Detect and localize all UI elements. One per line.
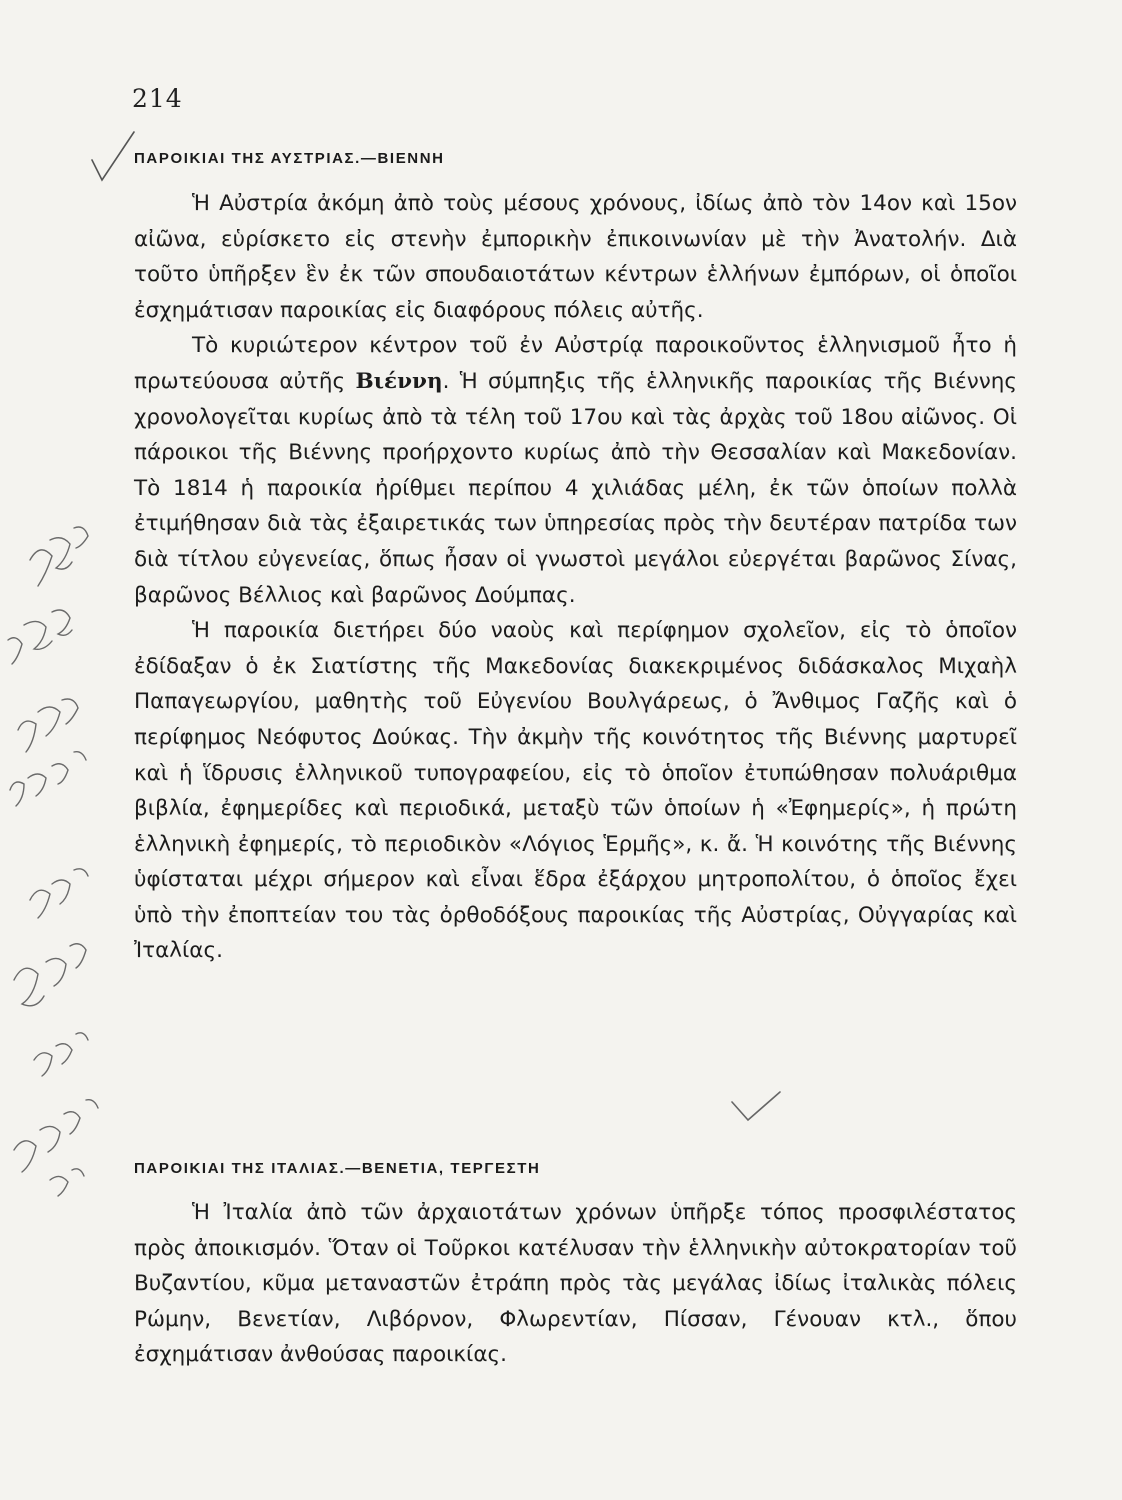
paragraph-text: Ἡ Αὐστρία ἀκόμη ἀπὸ τοὺς μέσους χρόνους, ἰδίως ἀπὸ τὸν 14ον καὶ 15ον αἰῶνα, εὑρίσκετο εἰς στενὴν ἐμπορικὴν ἐπικοινωνίαν μὲ τὴν Ἀνατολήν. Διὰ τοῦτο ὑπῆρξεν ἓν ἐκ τῶν σπουδαιοτάτων κέντρων ἑλλήνων ἐμπόρων, οἱ ὁποῖοι ἐσχημάτισαν παροικίας εἰς διαφόρους πόλεις αὐτῆς.: [134, 191, 1017, 323]
handwritten-check-mark-icon: [728, 1088, 784, 1128]
paragraph-text: Ἡ Ἰταλία ἀπὸ τῶν ἀρχαιοτάτων χρόνων ὑπῆρξε τόπος προσφιλέστατος πρὸς ἀποικισμόν. Ὅταν οἱ Τοῦρκοι κατέλυσαν τὴν ἑλληνικὴν αὐτοκρατορίαν τοῦ Βυζαντίου, κῦμα μεταναστῶν ἐτράπη πρὸς τὰς μεγάλας ἰδίως ἰταλικὰς πόλεις Ρώμην, Βενετίαν, Λιβόρνον, Φλωρεντίαν, Πίσσαν, Γένουαν κτλ., ὅπου ἐσχημάτισαν ἀνθούσας παροικίας.: [134, 1200, 1017, 1368]
page-number: 214: [132, 84, 183, 113]
paragraph: [134, 613, 1017, 969]
bold-place-name: Βιέννη: [355, 368, 443, 394]
section-heading-austria: ΠΑΡΟΙΚΙΑΙ ΤΗΣ ΑΥΣΤΡΙΑΣ.—ΒΙΕΝΝΗ: [134, 150, 445, 167]
handwritten-margin-notes: [0, 0, 130, 1500]
paragraph: [134, 1195, 1017, 1373]
handwritten-check-mark-icon: [88, 128, 138, 188]
paragraph-text: . Ἡ σύμπηξις τῆς ἑλληνικῆς παροικίας τῆς Βιέννης χρονολογεῖται κυρίως ἀπὸ τὰ τέλη τοῦ 17ου καὶ τὰς ἀρχὰς τοῦ 18ου αἰῶνος. Οἱ πάροικοι τῆς Βιέννης προήρχοντο κυρίως ἀπὸ τὴν Θεσσαλίαν καὶ Μακεδονίαν. Τὸ 1814 ἡ παροικία ἠρίθμει περίπου 4 χιλιάδας μέλη, ἐκ τῶν ὁποίων πολλὰ ἐτιμήθησαν διὰ τὰς ἐξαιρετικάς των ὑπηρεσίας πρὸς τὴν δευτέραν πατρίδα των διὰ τίτλου εὐγενείας, ὅπως ἦσαν οἱ γνωστοὶ μεγάλοι εὐεργέται βαρῶνος Σίνας, βαρῶνος Βέλλιος καὶ βαρῶνος Δούμπας.: [134, 368, 1018, 608]
paragraph: [134, 186, 1017, 328]
paragraph-text: Τὸ κυριώτερον κέντρον τοῦ ἐν Αὐστρίᾳ παροικοῦντος ἑλληνισμοῦ ἦτο ἡ πρωτεύουσα αὐτῆς: [134, 333, 1017, 394]
paragraph-text: Ἡ παροικία διετήρει δύο ναοὺς καὶ περίφημον σχολεῖον, εἰς τὸ ὁποῖον ἐδίδαξαν ὁ ἐκ Σιατίστης τῆς Μακεδονίας διακεκριμένος διδάσκαλος Μιχαὴλ Παπαγεωργίου, μαθητὴς τοῦ Εὐγενίου Βουλγάρεως, ὁ Ἄνθιμος Γαζῆς καὶ ὁ περίφημος Νεόφυτος Δούκας. Τὴν ἀκμὴν τῆς κοινότητος τῆς Βιέννης μαρτυρεῖ καὶ ἡ ἵδρυσις ἑλληνικοῦ τυπογραφείου, εἰς τὸ ὁποῖον ἐτυπώθησαν πολυάριθμα βιβλία, ἐφημερίδες καὶ περιοδικά, μεταξὺ τῶν ὁποίων ἡ «Ἐφημερίς», ἡ πρώτη ἑλληνικὴ ἐφημερίς, τὸ περιοδικὸν «Λόγιος Ἑρμῆς», κ. ἄ. Ἡ κοινότης τῆς Βιέννης ὑφίσταται μέχρι σήμερον καὶ εἶναι ἕδρα ἐξάρχου μητροπολίτου, ὁ ὁποῖος ἔχει ὑπὸ τὴν ἐποπτείαν του τὰς ὀρθοδόξους παροικίας τῆς Αὐστρίας, Οὐγγαρίας καὶ Ἰταλίας.: [134, 618, 1017, 964]
section-body-italy: [134, 1195, 1017, 1373]
section-body-austria: [134, 186, 1017, 969]
paragraph: [134, 328, 1017, 613]
section-heading-italy: ΠΑΡΟΙΚΙΑΙ ΤΗΣ ΙΤΑΛΙΑΣ.—ΒΕΝΕΤΙΑ, ΤΕΡΓΕΣΤΗ: [134, 1160, 541, 1177]
